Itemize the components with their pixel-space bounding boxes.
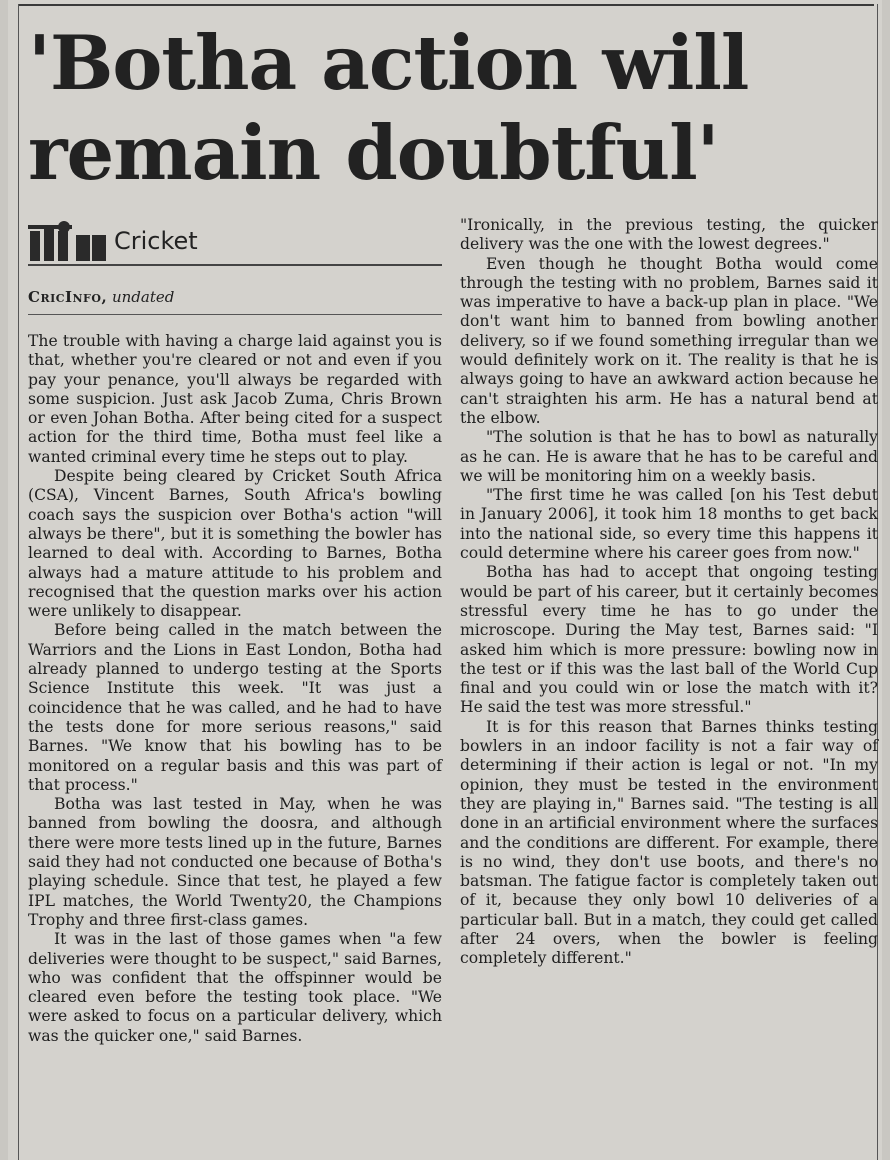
paragraph: Botha has had to accept that ongoing testing would be part of his career, but it certainly becomes stressful every time he has to go under the microscope. During the May test, Barnes said: "I asked him which is more pressure: bowling now in the test or if this was the last ball of the World Cup final and you could win or lose the match with it? He said the test was more stressful." bbox=[460, 563, 878, 717]
paragraph: Botha was last tested in May, when he was banned from bowling the doosra, and although there were more tests lined up in the future, Barnes said they had not conducted one because of Botha's playing schedule. Since that test, he played a few IPL matches, the World Twenty20, the Champions Trophy and three first-class games. bbox=[28, 795, 442, 929]
paragraph: "Ironically, in the previous testing, the quicker delivery was the one with the lowest degrees." bbox=[460, 216, 878, 254]
byline bbox=[28, 288, 442, 315]
article-column-left bbox=[28, 332, 442, 1046]
byline-dateline: undated bbox=[111, 288, 175, 306]
headline: 'Botha action will remain doubtful' bbox=[28, 19, 749, 197]
paragraph: Before being called in the match between the Warriors and the Lions in East London, Botha had already planned to undergo testing at the Sports Science Institute this week. "It was just a coincidence that he was called, and he had to have the tests done for more serious reasons," said Barnes. "We know that his bowling has to be monitored on a regular basis and this was part of that process." bbox=[28, 621, 442, 794]
article-column-right bbox=[460, 216, 878, 969]
cricket-stumps-icon bbox=[28, 221, 106, 261]
paragraph: It is for this reason that Barnes thinks testing bowlers in an indoor facility is not a fair way of determining if their action is legal or not. "In my opinion, they must be tested in the environment they are playing in," Barnes said. "The testing is all done in an artificial environment where the surfaces and the conditions are different. For example, there is no wind, they don't use boots, and there's no batsman. The fatigue factor is completely taken out of it, because they only bowl 10 deliveries of a particular ball. But in a match, they could get called after 24 overs, when the bowler is feeling completely different." bbox=[460, 717, 878, 968]
paragraph: "The first time he was called [on his Test debut in January 2006], it took him 18 months to get back into the national side, so every time this happens it could determine where his career goes from now." bbox=[460, 486, 878, 563]
section-label: Cricket bbox=[114, 227, 198, 255]
paragraph: Despite being cleared by Cricket South Africa (CSA), Vincent Barnes, South Africa's bowling coach says the suspicion over Botha's action "will always be there", but it is something the bowler has learned to deal with. According to Barnes, Botha always had a mature attitude to his problem and recognised that the question marks over his action were unlikely to disappear. bbox=[28, 467, 442, 621]
newspaper-page bbox=[8, 0, 882, 1160]
top-rule bbox=[18, 4, 874, 6]
left-column-rule bbox=[18, 4, 19, 1160]
paragraph: Even though he thought Botha would come through the testing with no problem, Barnes said it was imperative to have a back-up plan in place. "We don't want him to banned from bowling another delivery, so if we found something irregular than we would definitely work on it. The reality is that he is always going to have an awkward action because he can't straighten his arm. He has a natural bend at the elbow. bbox=[460, 254, 878, 427]
paragraph: "The solution is that he has to bowl as naturally as he can. He is aware that he has to be careful and we will be monitoring him on a weekly basis. bbox=[460, 428, 878, 485]
section-tag bbox=[28, 218, 442, 266]
paragraph: It was in the last of those games when "a few deliveries were thought to be suspect," said Barnes, who was confident that the offspinner would be cleared even before the testing took place. "We were asked to focus on a particular delivery, which was the quicker one," said Barnes. bbox=[28, 930, 442, 1045]
paragraph: The trouble with having a charge laid against you is that, whether you're cleared or not and even if you pay your penance, you'll always be regarded with some suspicion. Just ask Jacob Zuma, Chris Brown or even Johan Botha. After being cited for a suspect action for the third time, Botha must feel like a wanted criminal every time he steps out to play. bbox=[28, 332, 442, 466]
byline-source: CricInfo, bbox=[28, 288, 108, 306]
